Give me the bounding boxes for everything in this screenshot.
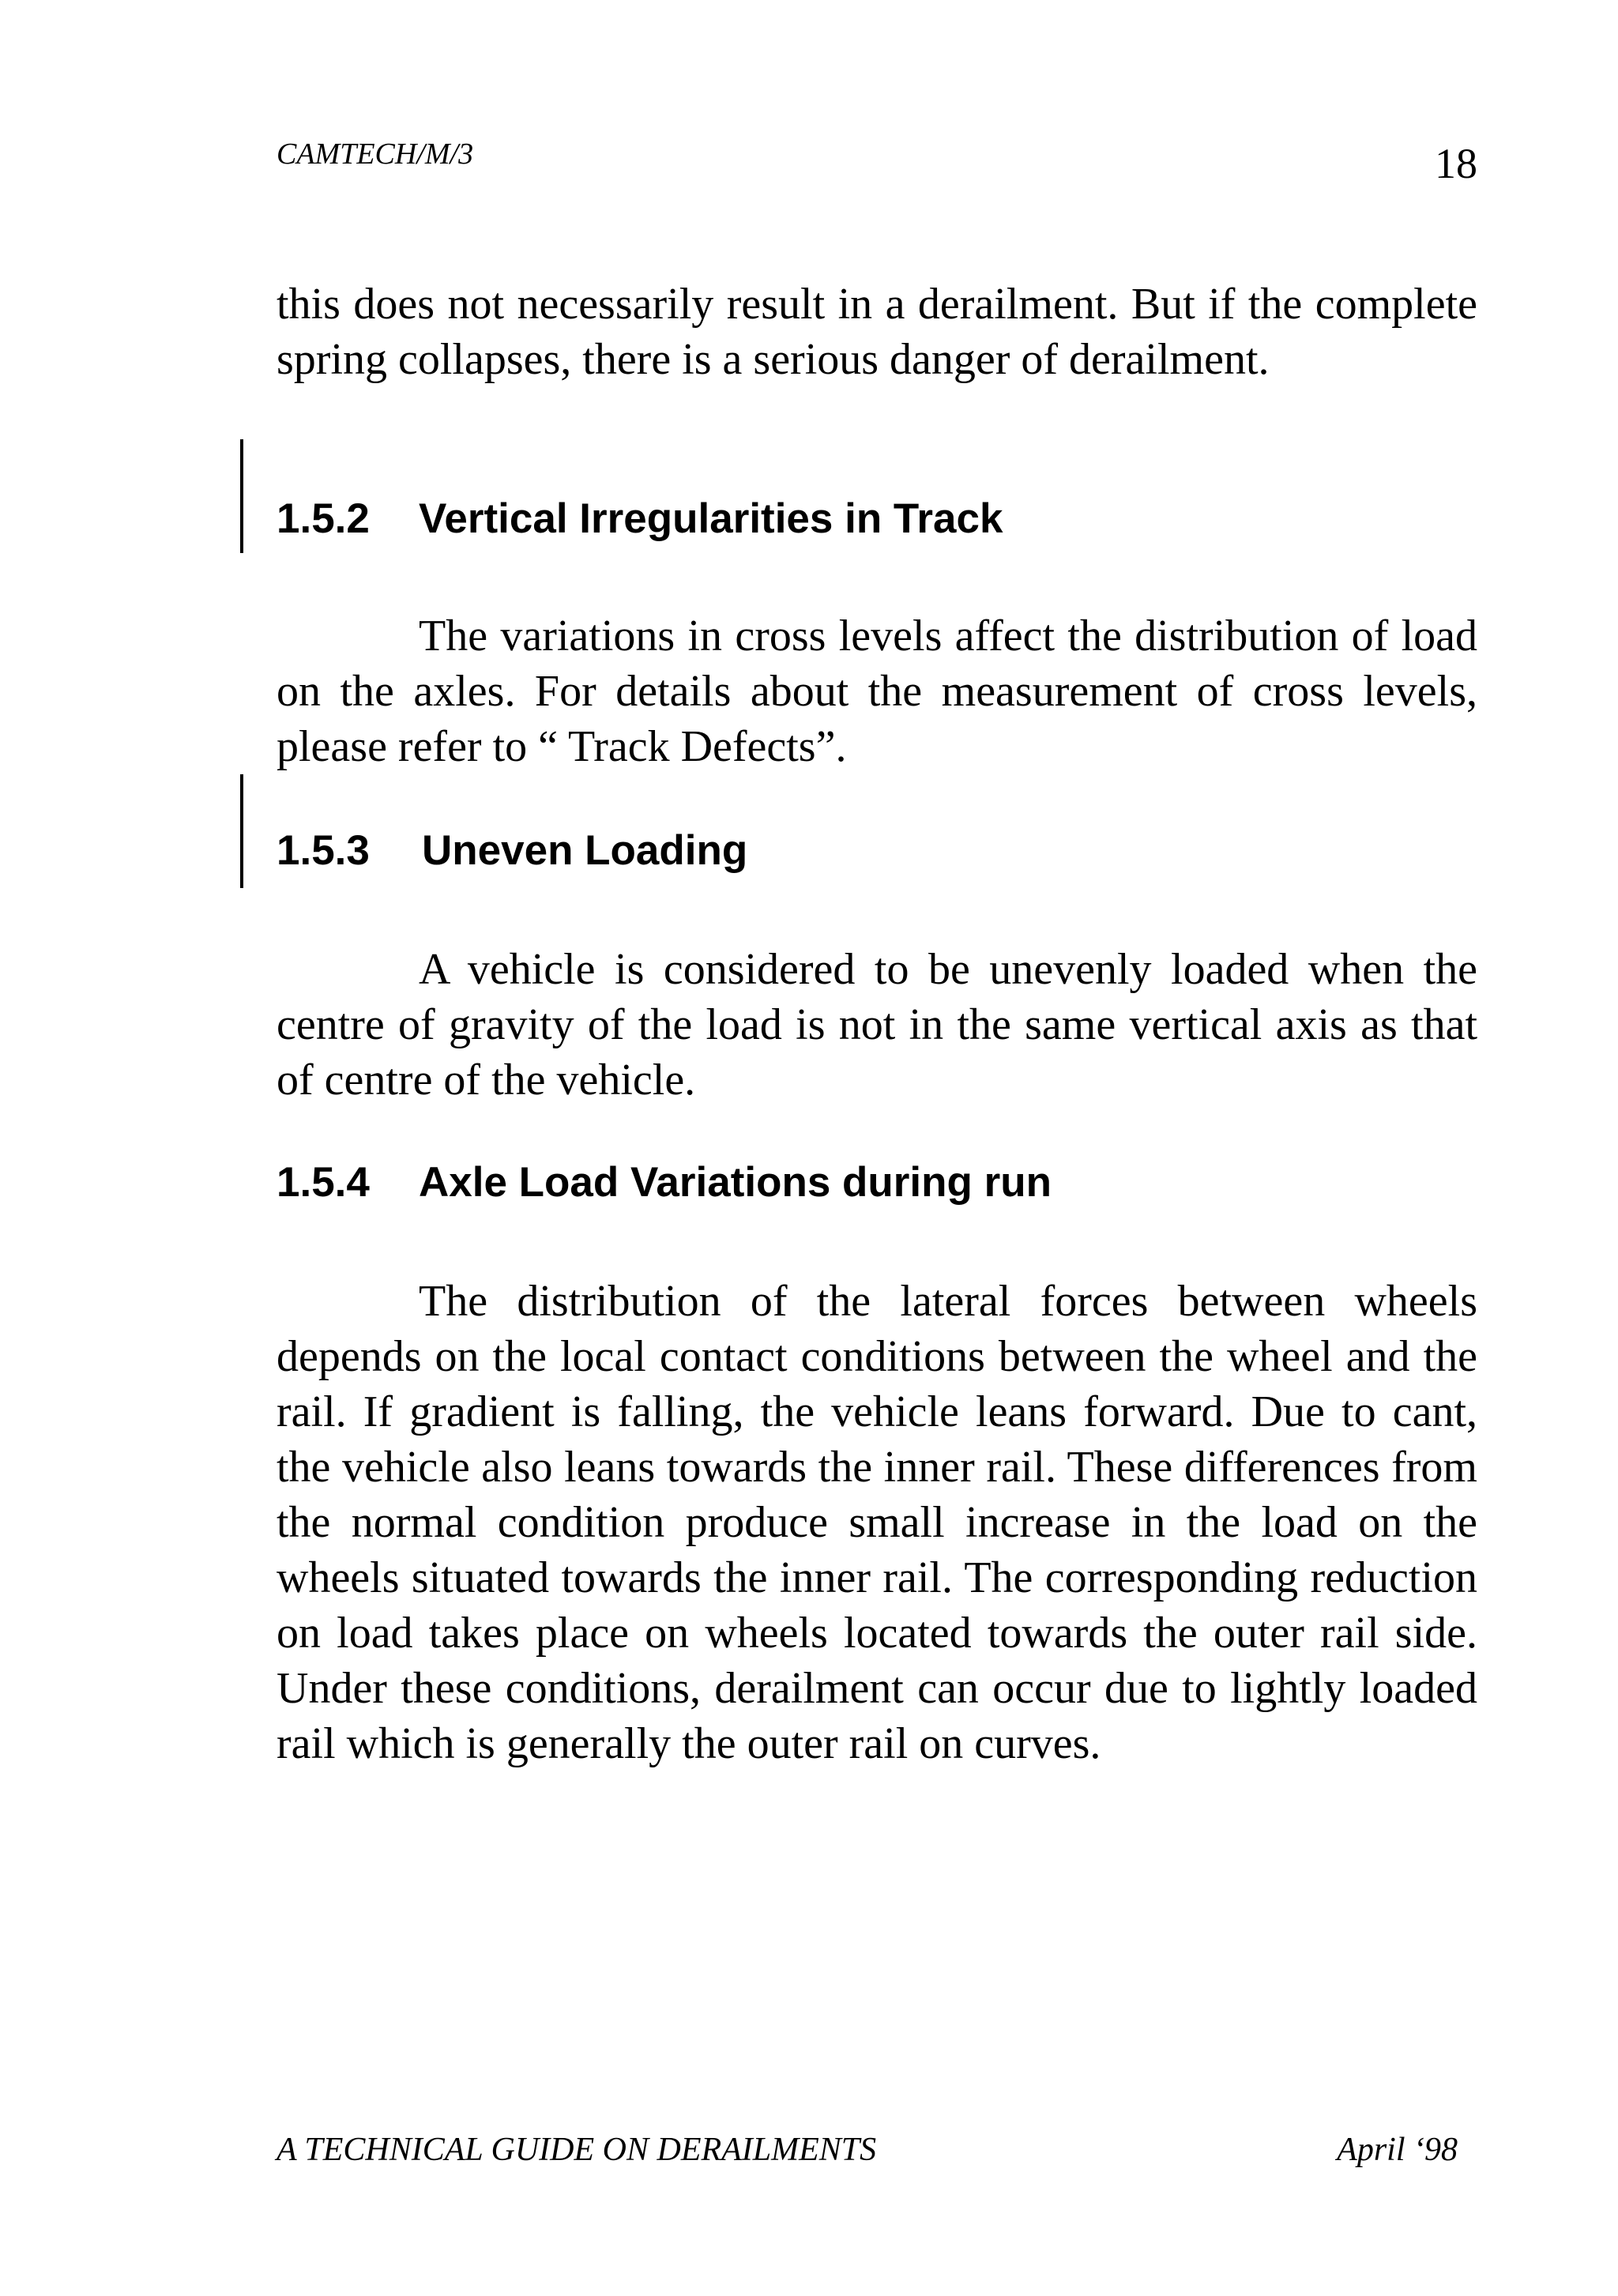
section-number: 1.5.3: [277, 827, 370, 874]
section-1-5-4-paragraph: The distribution of the lateral forces between wheels depends on the local contact conditions between the wheel and the rail. If gradient is falling, the vehicle leans forward. Due to cant, the vehicle also leans towards the inner rail. These differences from the normal condition produce small increase in the load on the wheels situated towards the inner rail. The corresponding reduction on load takes place on wheels located towards the outer rail side. Under these conditions, derailment can occur due to lightly loaded rail which is generally the outer rail on curves.: [277, 1277, 1477, 1768]
revision-bar-section-1-5-2: [240, 439, 243, 553]
footer-document-title: A TECHNICAL GUIDE ON DERAILMENTS: [277, 2132, 877, 2168]
section-number: 1.5.2: [277, 495, 370, 542]
section-heading-1-5-4: [277, 1159, 1052, 1206]
section-number: 1.5.4: [277, 1159, 370, 1206]
section-title: Vertical Irregularities in Track: [419, 495, 1003, 542]
section-heading-1-5-3: [277, 827, 748, 874]
section-title: Axle Load Variations during run: [419, 1159, 1052, 1206]
document-code: CAMTECH/M/3: [277, 137, 474, 171]
section-1-5-2-paragraph: The variations in cross levels affect the distribution of load on the axles. For details about the measurement of cross levels, please refer to “ Track Defects”.: [277, 612, 1477, 771]
page-number: 18: [1435, 140, 1477, 187]
revision-bar-section-1-5-3: [240, 774, 243, 888]
section-1-5-3-paragraph: A vehicle is considered to be unevenly loaded when the centre of gravity of the load is not in the same vertical axis as that of centre of the vehicle.: [277, 945, 1477, 1105]
footer-date: April ‘98: [1337, 2132, 1458, 2168]
section-heading-1-5-2: [277, 495, 1003, 542]
intro-paragraph: this does not necessarily result in a derailment. But if the complete spring collapses, there is a serious danger of derailment.: [277, 280, 1477, 384]
section-title: Uneven Loading: [422, 827, 748, 874]
